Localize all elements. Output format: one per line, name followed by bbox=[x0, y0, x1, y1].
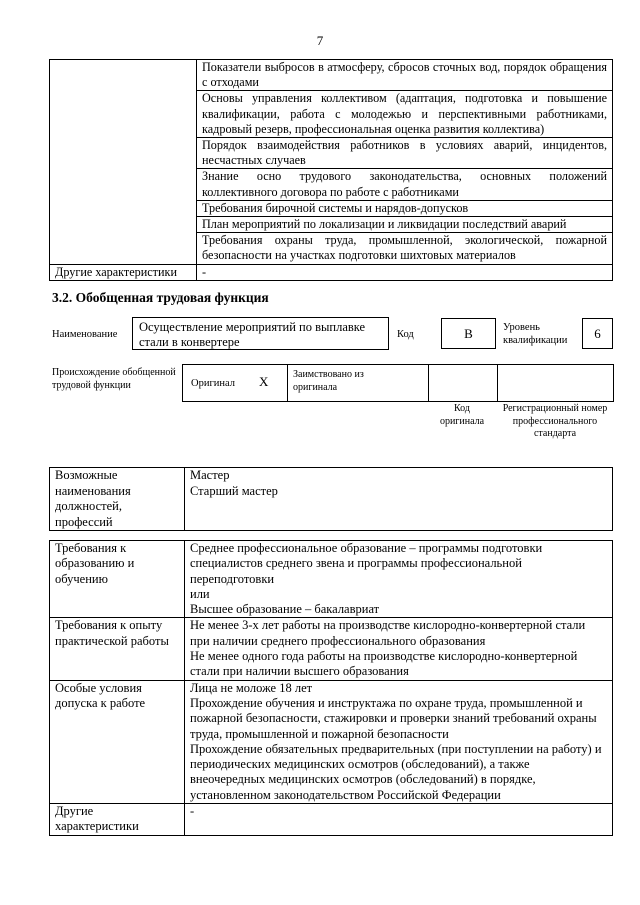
positions-table bbox=[49, 467, 613, 531]
knowledge-item: Основы управления коллективом (адаптация, подготовка и повышение квалификации, работа с молодежью и перспективными работниками, кадровый резерв, профессиональная оценка развития коллектива) bbox=[197, 91, 613, 138]
empty-label-cell bbox=[50, 60, 197, 265]
original-mark: X bbox=[259, 374, 269, 389]
knowledge-item: Требования охраны труда, промышленной, экологической, пожарной безопасности на участках подготовки шихтовых материалов bbox=[197, 233, 613, 264]
origin-label: Происхождение обобщенной трудовой функции bbox=[52, 367, 176, 391]
requirement-line: Не менее одного года работы на производстве кислородно-конвертерной стали при наличии высшего образования bbox=[190, 649, 578, 679]
requirement-line: Лица не моложе 18 лет bbox=[190, 680, 313, 695]
position-item: Мастер bbox=[190, 468, 230, 482]
other-label: Другие характеристики bbox=[50, 264, 197, 280]
divider bbox=[428, 364, 429, 402]
borrowed-label: Заимствовано из оригинала bbox=[293, 369, 364, 393]
position-item: Старший мастер bbox=[190, 483, 278, 498]
code-value: B bbox=[441, 318, 496, 349]
knowledge-item: Знание осно трудового законодательства, основных положений коллективного договора по работе с работниками bbox=[197, 169, 613, 200]
knowledge-item: Показатели выбросов в атмосферу, сбросов сточных вод, порядок обращения с отходами bbox=[197, 60, 613, 91]
divider bbox=[497, 364, 498, 402]
requirement-line: Высшее образование – бакалавриат bbox=[190, 602, 380, 617]
function-name: Осуществление мероприятий по выплавке стали в конвертере bbox=[132, 317, 389, 350]
reg-caption: Регистрационный номер профессионального стандарта bbox=[502, 403, 608, 439]
requirement-value bbox=[185, 618, 613, 680]
requirement-line: или bbox=[190, 586, 210, 601]
requirement-label: Требования к образованию и обучению bbox=[50, 541, 185, 618]
positions-values bbox=[185, 468, 613, 531]
knowledge-table bbox=[49, 59, 613, 281]
original-label: Оригинал bbox=[191, 378, 235, 389]
requirement-line: Прохождение обучения и инструктажа по охране труда, промышленной и пожарной безопасности, стажировки и проверки знаний требований охраны труда, промышленной и пожарной безопасности bbox=[190, 695, 597, 741]
requirement-label: Требования к опыту практической работы bbox=[50, 618, 185, 680]
knowledge-item: Порядок взаимодействия работников в условиях аварий, инцидентов, несчастных случаев bbox=[197, 138, 613, 169]
requirement-label: Другие характеристики bbox=[50, 804, 185, 836]
positions-label: Возможные наименования должностей, профессий bbox=[50, 468, 185, 531]
requirement-label: Особые условия допуска к работе bbox=[50, 680, 185, 803]
requirement-line: - bbox=[190, 804, 195, 819]
section-heading: 3.2. Обобщенная трудовая функция bbox=[52, 290, 269, 305]
requirement-value bbox=[185, 680, 613, 803]
requirement-line: Прохождение обязательных предварительных (при поступлении на работу) и периодических медицинских осмотров (обследований), а также внеочередных медицинских осмотров (обследований) в порядке, установленном законодательством Российской Федерации bbox=[190, 741, 602, 802]
other-value: - bbox=[197, 264, 613, 280]
divider bbox=[287, 364, 288, 402]
requirement-line: Среднее профессиональное образование – программы подготовки специалистов среднего звена и программы профессиональной переподготовки bbox=[190, 541, 543, 586]
knowledge-item: Требования бирочной системы и нарядов-допусков bbox=[197, 200, 613, 216]
code-label: Код bbox=[397, 329, 414, 340]
knowledge-item: План мероприятий по локализации и ликвидации последствий аварий bbox=[197, 217, 613, 233]
requirement-value bbox=[185, 541, 613, 618]
level-label: Уровень квалификации bbox=[503, 322, 568, 346]
page-number: 7 bbox=[316, 33, 324, 48]
requirements-table bbox=[49, 540, 613, 836]
code-caption: Код оригинала bbox=[439, 403, 485, 427]
requirement-value bbox=[185, 804, 613, 836]
name-label: Наименование bbox=[52, 329, 118, 340]
level-value: 6 bbox=[582, 318, 613, 349]
requirement-line: Не менее 3-х лет работы на производстве кислородно-конвертерной стали при наличии среднего профессионального образования bbox=[190, 618, 586, 648]
